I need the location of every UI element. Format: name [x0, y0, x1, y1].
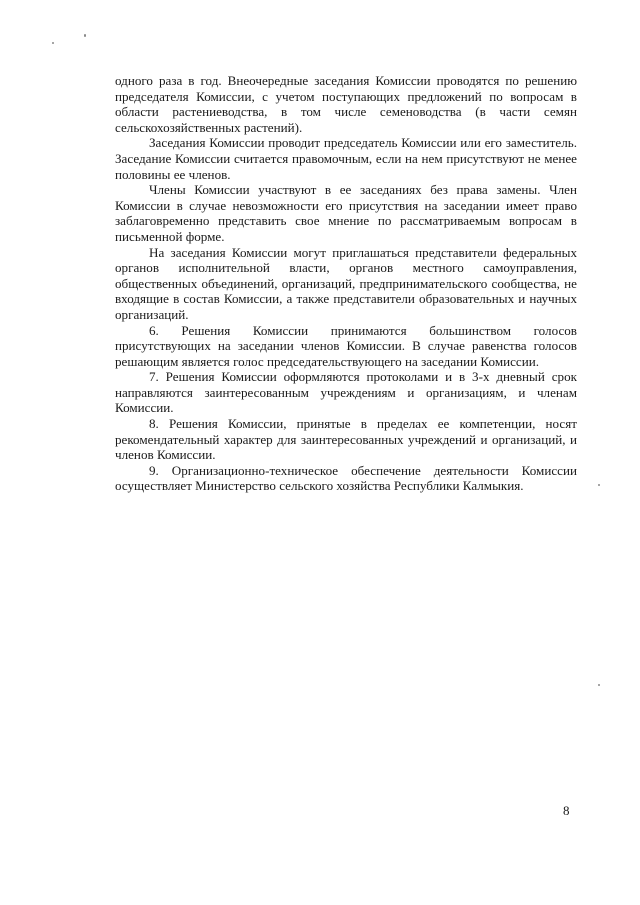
- paragraph: Заседания Комиссии проводит председатель Комиссии или его заместитель. Заседание Комиссии считается правомочным, если на нем присутствуют не менее половины ее членов.: [115, 135, 577, 182]
- scan-speck: [84, 34, 86, 37]
- scan-speck: [598, 484, 600, 486]
- paragraph: 9. Организационно-техническое обеспечение деятельности Комиссии осуществляет Министерство сельского хозяйства Республики Калмыкия.: [115, 462, 577, 494]
- paragraph: 8. Решения Комиссии, принятые в пределах ее компетенции, носят рекомендательный характер для заинтересованных учреждений и организаций, и членов Комиссии.: [115, 416, 577, 463]
- scan-speck: [598, 684, 600, 686]
- paragraph: 6. Решения Комиссии принимаются большинством голосов присутствующих на заседании членов Комиссии. В случае равенства голосов решающим является голос председательствующего на заседании Комиссии.: [115, 322, 577, 369]
- paragraph: 7. Решения Комиссии оформляются протоколами и в 3-х дневный срок направляются заинтересованным учреждениям и организациям, и членам Комиссии.: [115, 369, 577, 416]
- body-text: [115, 73, 577, 494]
- page-number: 8: [563, 803, 570, 818]
- paragraph: Члены Комиссии участвуют в ее заседаниях без права замены. Член Комиссии в случае невозможности его присутствия на заседании имеет право заблаговременно представить свое мнение по рассматриваемым вопросам в письменной форме.: [115, 182, 577, 244]
- paragraph: одного раза в год. Внеочередные заседания Комиссии проводятся по решению председателя Комиссии, с учетом поступающих предложений по вопросам в области растениеводства, в том числе семеноводства (в части семян сельскохозяйственных растений).: [115, 73, 577, 135]
- paragraph: На заседания Комиссии могут приглашаться представители федеральных органов исполнительной власти, органов местного самоуправления, общественных объединений, организаций, предпринимательского сообщества, не входящие в состав Комиссии, а также представители образовательных и научных организаций.: [115, 244, 577, 322]
- scan-speck: [52, 42, 54, 44]
